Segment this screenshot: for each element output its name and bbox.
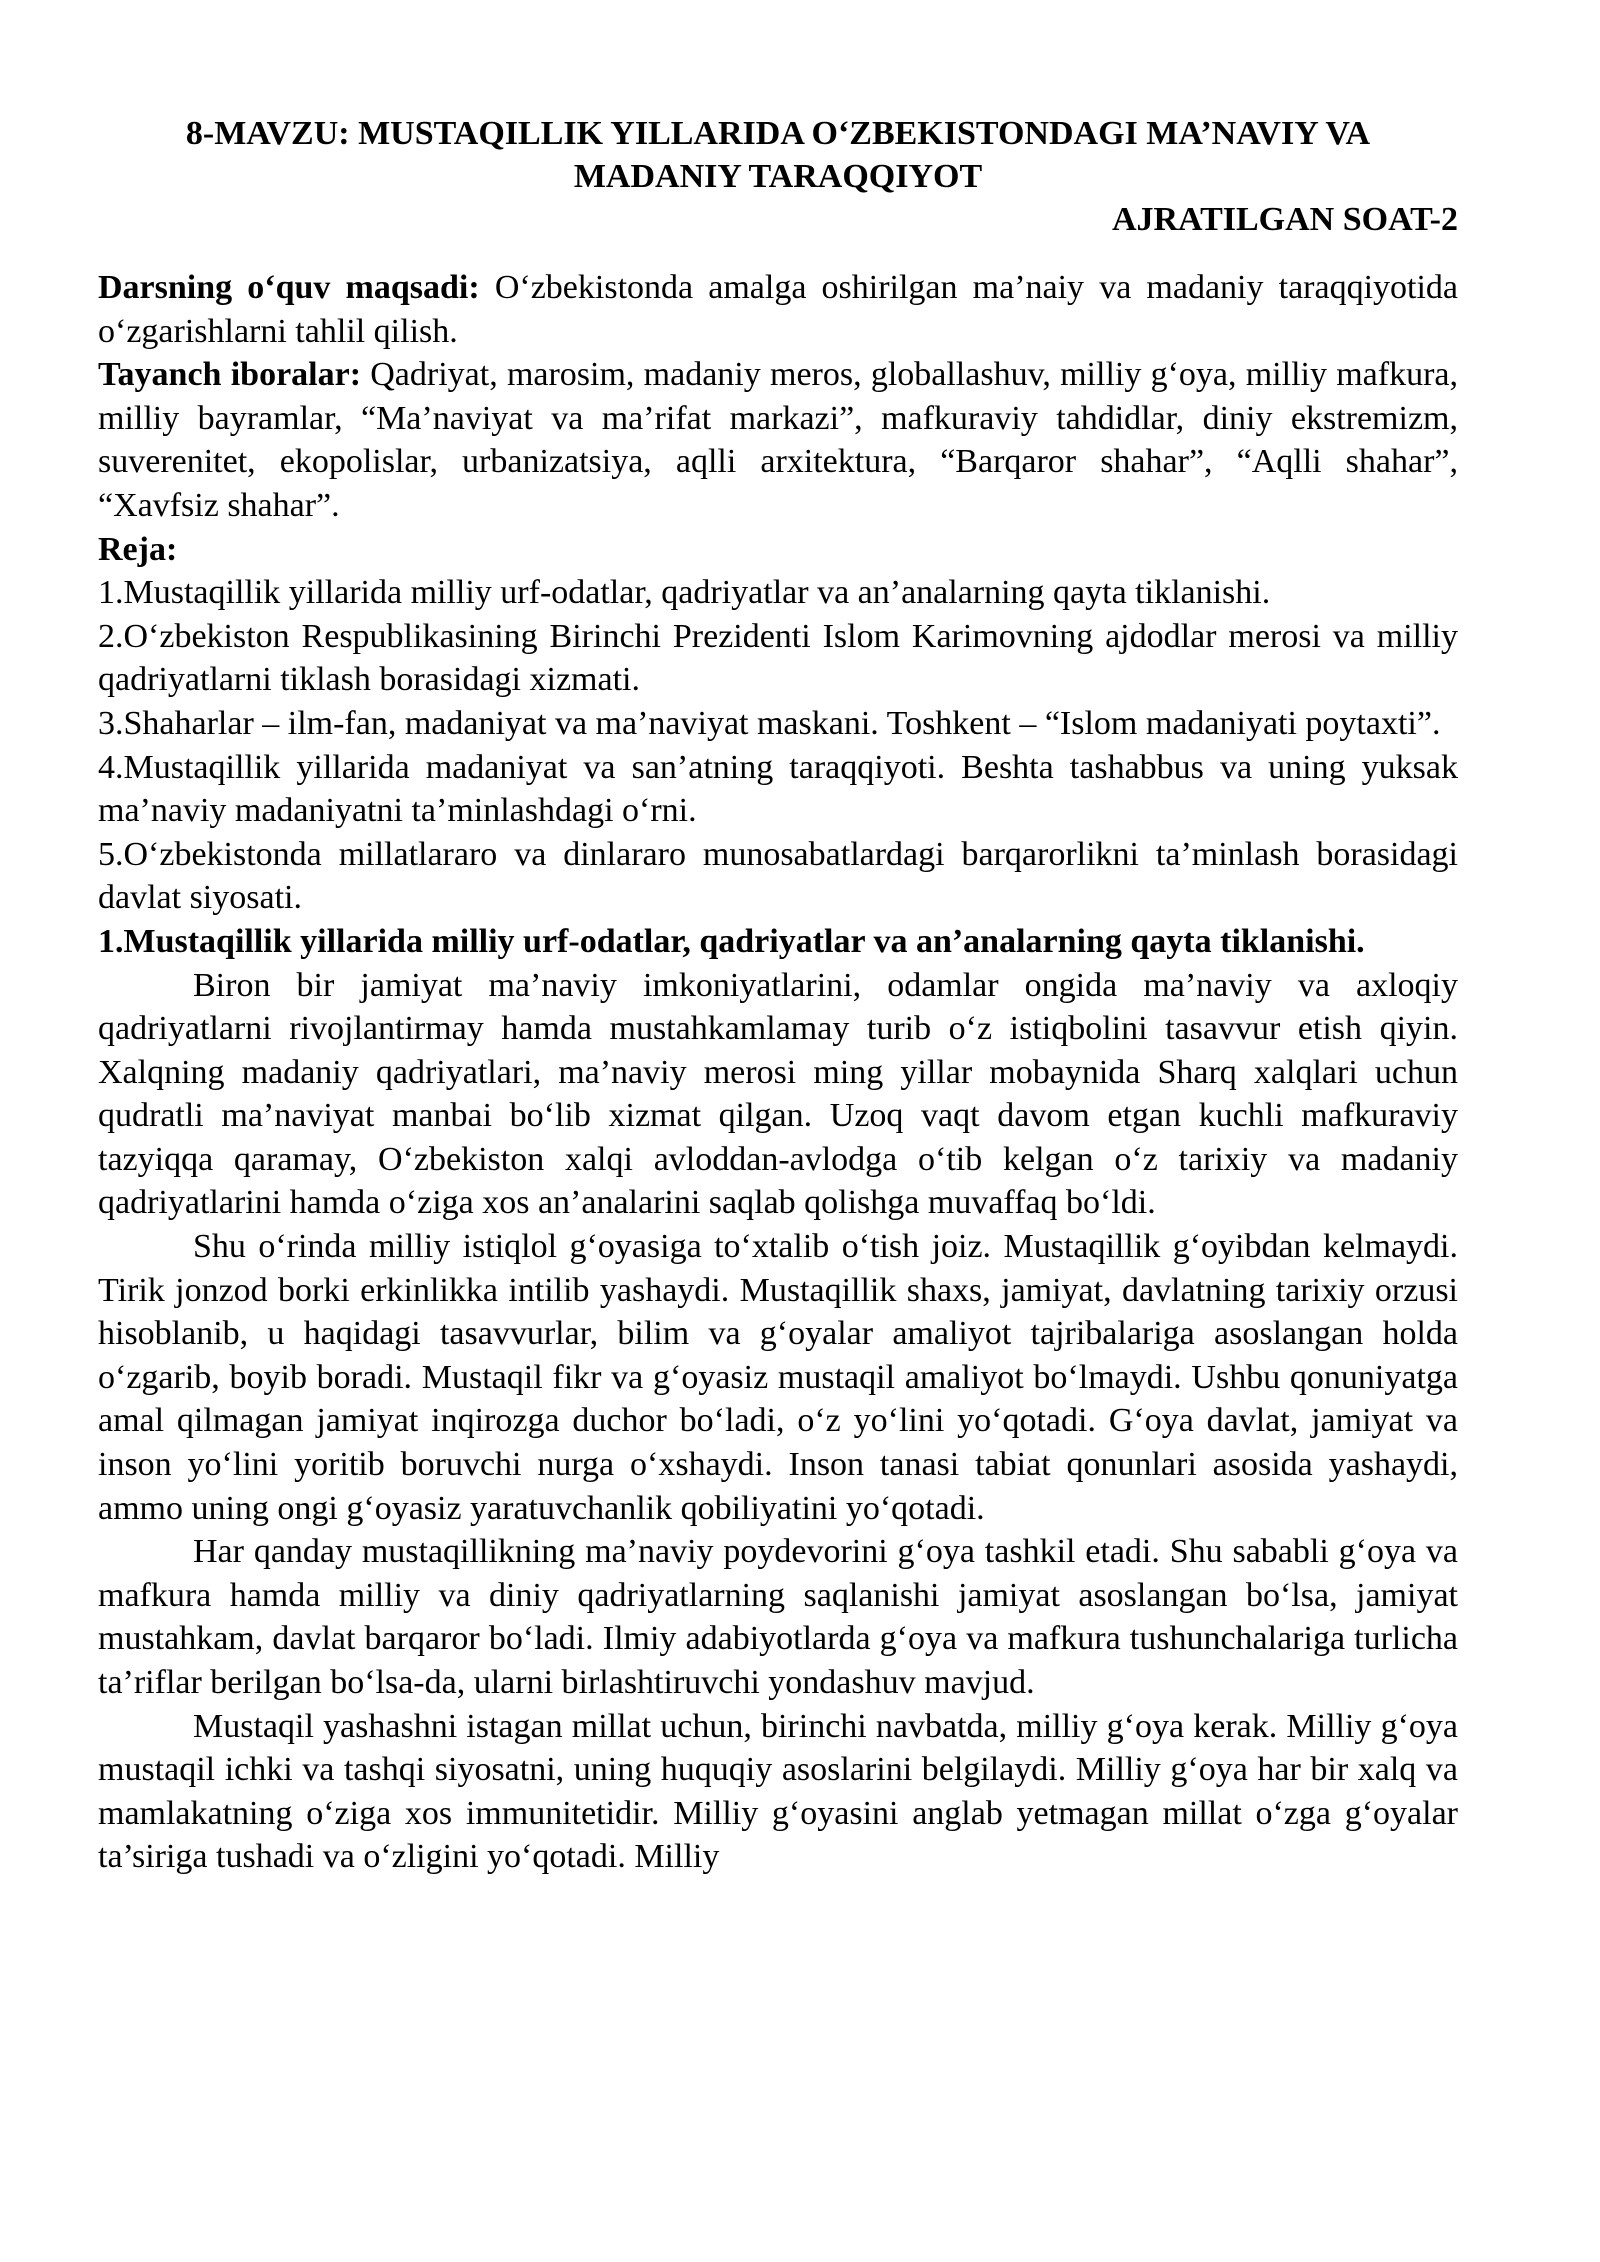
- allocated-hours: AJRATILGAN SOAT-2: [1111, 201, 1458, 238]
- plan-item: 4.Mustaqillik yillarida madaniyat va san’atning taraqqiyoti. Beshta tashabbus va uning yuksak ma’naviy madaniyatni ta’minlashdagi o‘rni.: [98, 748, 1458, 830]
- document-title: [98, 112, 1458, 198]
- keywords: [98, 353, 1458, 527]
- title-line-1: 8-MAVZU: MUSTAQILLIK YILLARIDA O‘ZBEKISTONDAGI MA’NAVIY VA: [185, 115, 1371, 152]
- keywords-text: Qadriyat, marosim, madaniy meros, globallashuv, milliy g‘oya, milliy mafkura, milliy bayramlar, “Ma’naviyat va ma’rifat markazi”, mafkuraviy tahdidlar, diniy ekstremizm, suverenitet, ekopolislar, urbanizatsiya, aqlli arxitektura, “Barqaror shahar”, “Aqlli shahar”, “Xavfsiz shahar”.: [98, 356, 1458, 524]
- title-line-2: MADANIY TARAQQIYOT: [573, 158, 983, 195]
- plan-label: Reja:: [98, 530, 178, 568]
- lesson-goal-text: O‘zbekistonda amalga oshirilgan ma’naiy va madaniy taraqqiyotida o‘zgarishlarni tahlil qilish.: [98, 269, 1459, 350]
- plan-item: 5.O‘zbekistonda millatlararo va dinlararo munosabatlardagi barqarorlikni ta’minlash borasidagi davlat siyosati.: [98, 835, 1458, 917]
- body-paragraph: Har qanday mustaqillikning ma’naviy poydevorini g‘oya tashkil etadi. Shu sababli g‘oya va mafkura hamda milliy va diniy qadriyatlarning saqlanishi jamiyat asoslangan bo‘lsa, jamiyat mustahkam, davlat barqaror bo‘ladi. Ilmiy adabiyotlarda g‘oya va mafkura tushunchalariga turlicha ta’riflar berilgan bo‘lsa-da, ularni birlashtiruvchi yondashuv mavjud.: [98, 1533, 1458, 1701]
- body-paragraph: Shu o‘rinda milliy istiqlol g‘oyasiga to‘xtalib o‘tish joiz. Mustaqillik g‘oyibdan kelmaydi. Tirik jonzod borki erkinlikka intilib yashaydi. Mustaqillik shaxs, jamiyat, davlatning tarixiy orzusi hisoblanib, u haqidagi tasavvurlar, bilim va g‘oyalar amaliyot tajribalariga asoslangan holda o‘zgarib, boyib boradi. Mustaqil fikr va g‘oyasiz mustaqil amaliyot bo‘lmaydi. Ushbu qonuniyatga amal qilmagan jamiyat inqirozga duchor bo‘ladi, o‘z yo‘lini yo‘qotadi. G‘oya davlat, jamiyat va inson yo‘lini yoritib boruvchi nurga o‘xshaydi. Inson tanasi tabiat qonunlari asosida yashaydi, ammo uning ongi g‘oyasiz yaratuvchanlik qobiliyatini yo‘qotadi.: [98, 1228, 1458, 1527]
- document-page: [98, 112, 1458, 1879]
- lesson-goal: [98, 266, 1458, 353]
- plan-item: 2.O‘zbekiston Respublikasining Birinchi Prezidenti Islom Karimovning ajdodlar merosi va milliy qadriyatlarni tiklash borasidagi xizmati.: [98, 617, 1458, 699]
- body-paragraph: Biron bir jamiyat ma’naviy imkoniyatlarini, odamlar ongida ma’naviy va axloqiy qadriyatlarni rivojlantirmay hamda mustahkamlamay turib o‘z istiqbolini tasavvur etish qiyin. Xalqning madaniy qadriyatlari, ma’naviy merosi ming yillar mobaynida Sharq xalqlari uchun qudratli ma’naviyat manbai bo‘lib xizmat qilgan. Uzoq vaqt davom etgan kuchli mafkuraviy tazyiqqa qaramay, O‘zbekiston xalqi avloddan-avlodga o‘tib kelgan o‘z tarixiy va madaniy qadriyatlarini hamda o‘ziga xos an’analarini saqlab qolishga muvaffaq bo‘ldi.: [98, 966, 1458, 1222]
- body-paragraph: Mustaqil yashashni istagan millat uchun, birinchi navbatda, milliy g‘oya kerak. Milliy g‘oya mustaqil ichki va tashqi siyosatni, uning huquqiy asoslarini belgilaydi. Milliy g‘oya har bir xalq va mamlakatning o‘ziga xos immunitetidir. Milliy g‘oyasini anglab yetmagan millat o‘zga g‘oyalar ta’siriga tushadi va o‘zligini yo‘qotadi. Milliy: [98, 1707, 1458, 1876]
- lesson-goal-label: Darsning o‘quv maqsadi:: [98, 269, 480, 306]
- keywords-label: Tayanch iboralar:: [98, 356, 362, 394]
- plan-item: 1.Mustaqillik yillarida milliy urf-odatlar, qadriyatlar va an’analarning qayta tiklanishi.: [98, 574, 1271, 612]
- section-heading: 1.Mustaqillik yillarida milliy urf-odatlar, qadriyatlar va an’analarning qayta tiklanishi.: [98, 922, 1365, 960]
- plan-item: 3.Shaharlar – ilm-fan, madaniyat va ma’naviyat maskani. Toshkent – “Islom madaniyati poytaxti”.: [98, 704, 1441, 742]
